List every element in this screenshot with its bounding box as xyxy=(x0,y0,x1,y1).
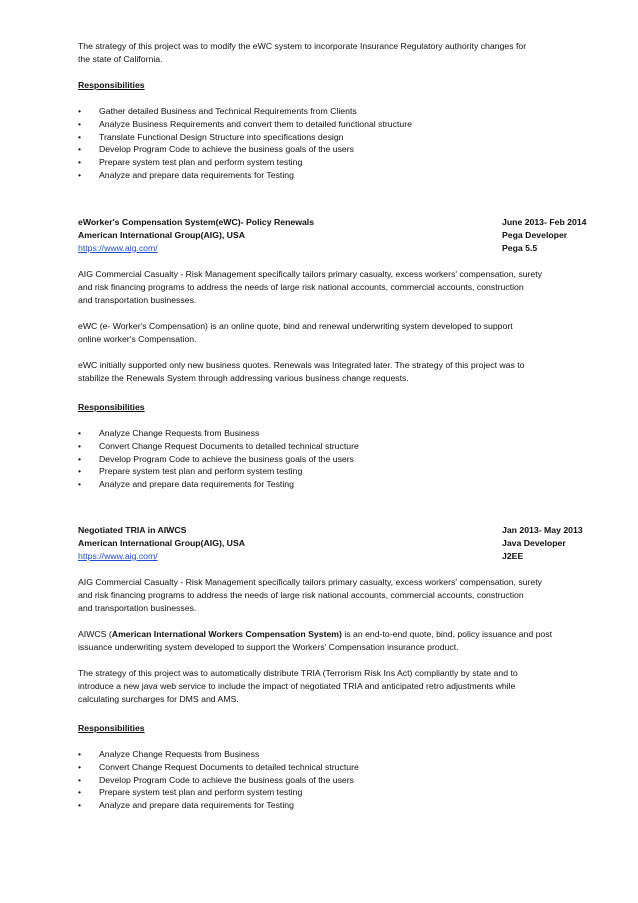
list-item xyxy=(78,761,598,774)
description-line: stabilize the Renewals System through addressing various business change requests. xyxy=(78,372,409,383)
bullet-icon: • xyxy=(78,144,82,155)
description-line: eWC initially supported only new business quotes. Renewals was Integrated later. The strategy of this project was to xyxy=(78,360,525,370)
list-item xyxy=(78,131,598,144)
project-tria-description-3 xyxy=(78,667,598,705)
list-item-text: Convert Change Request Documents to detailed technical structure xyxy=(99,440,359,451)
intro-paragraph xyxy=(78,40,598,66)
project-title: Negotiated TRIA in AIWCS xyxy=(78,525,187,535)
bullet-icon: • xyxy=(78,787,82,798)
description-line: calculating surcharges for DMS and AMS. xyxy=(78,693,239,704)
bullet-icon: • xyxy=(78,440,82,451)
description-line: and transportation businesses. xyxy=(78,294,197,305)
list-item-text: Analyze and prepare data requirements for Testing xyxy=(99,479,294,490)
list-item-text: Develop Program Code to achieve the business goals of the users xyxy=(99,453,354,464)
list-item-text: Prepare system test plan and perform system testing xyxy=(99,157,303,168)
list-item xyxy=(78,156,598,169)
list-item-text: Analyze Change Requests from Business xyxy=(99,749,260,759)
responsibilities-section-1 xyxy=(78,79,598,92)
responsibilities-section-2 xyxy=(78,401,598,414)
list-item xyxy=(78,478,598,491)
project-tech: Pega 5.5 xyxy=(502,242,538,253)
bullet-icon: • xyxy=(78,131,82,142)
project-tria-description-1 xyxy=(78,576,598,614)
project-role: Java Developer xyxy=(502,537,566,548)
intro-line-1: The strategy of this project was to modify the eWC system to incorporate Insurance Regulatory authority changes for xyxy=(78,41,527,51)
project-eworkers-description-3 xyxy=(78,359,598,385)
list-item xyxy=(78,440,598,453)
description-line: issuance underwriting system developed to support the Workers' Compensation insurance product. xyxy=(78,641,459,652)
list-item xyxy=(78,799,598,812)
list-item xyxy=(78,774,598,787)
description-line: and risk financing programs to address the needs of large risk national accounts, commercial accounts, construction xyxy=(78,589,524,600)
company-name: American International Group(AIG), USA xyxy=(78,537,246,548)
description-line: online worker's Compensation. xyxy=(78,333,197,344)
list-item xyxy=(78,118,598,131)
bullet-icon: • xyxy=(78,106,82,116)
list-item-text: Translate Functional Design Structure into specifications design xyxy=(99,131,344,142)
project-dates: June 2013- Feb 2014 xyxy=(502,217,587,227)
responsibilities-list-3 xyxy=(78,748,598,812)
list-item xyxy=(78,786,598,799)
bullet-icon: • xyxy=(78,749,82,759)
aiwcs-prefix: AIWCS ( xyxy=(78,629,112,639)
project-tech: J2EE xyxy=(502,550,524,561)
description-line xyxy=(78,628,598,641)
list-item-text: Analyze Business Requirements and convert them to detailed functional structure xyxy=(99,118,412,129)
list-item-text: Gather detailed Business and Technical Requirements from Clients xyxy=(99,106,357,116)
responsibilities-heading: Responsibilities xyxy=(78,80,145,90)
description-line: The strategy of this project was to automatically distribute TRIA (Terrorism Risk Ins Act) compliantly by state and to xyxy=(78,668,518,678)
list-item xyxy=(78,465,598,478)
list-item-text: Analyze and prepare data requirements for Testing xyxy=(99,169,294,180)
list-item xyxy=(78,143,598,156)
bullet-icon: • xyxy=(78,157,82,168)
responsibilities-list-2 xyxy=(78,427,598,491)
project-dates: Jan 2013- May 2013 xyxy=(502,525,583,535)
description-line: eWC (e- Worker's Compensation) is an online quote, bind and renewal underwriting system developed to support xyxy=(78,321,513,331)
list-item xyxy=(78,748,598,761)
bullet-icon: • xyxy=(78,169,82,180)
list-item-text: Prepare system test plan and perform system testing xyxy=(99,787,303,798)
list-item xyxy=(78,453,598,466)
project-eworkers-description-1 xyxy=(78,268,598,306)
bullet-icon: • xyxy=(78,453,82,464)
aiwcs-suffix: is an end-to-end quote, bind, policy issuance and post xyxy=(341,629,553,639)
list-item-text: Convert Change Request Documents to detailed technical structure xyxy=(99,761,359,772)
description-line: AIG Commercial Casualty - Risk Management specifically tailors primary casualty, excess workers' compensation, surety xyxy=(78,577,543,587)
project-tria-description-2 xyxy=(78,628,598,654)
project-eworkers-description-2 xyxy=(78,320,598,346)
company-link[interactable]: https://www.aig.com/ xyxy=(78,242,158,253)
description-line: AIG Commercial Casualty - Risk Management specifically tailors primary casualty, excess workers' compensation, surety xyxy=(78,269,543,279)
bullet-icon: • xyxy=(78,466,82,477)
list-item-text: Prepare system test plan and perform system testing xyxy=(99,466,303,477)
company-name: American International Group(AIG), USA xyxy=(78,229,246,240)
list-item xyxy=(78,427,598,440)
responsibilities-heading: Responsibilities xyxy=(78,402,145,412)
responsibilities-section-3 xyxy=(78,722,598,735)
list-item xyxy=(78,105,598,118)
responsibilities-list-1 xyxy=(78,105,598,182)
description-line: and risk financing programs to address the needs of large risk national accounts, commercial accounts, construction xyxy=(78,281,524,292)
list-item-text: Analyze Change Requests from Business xyxy=(99,428,260,438)
responsibilities-heading: Responsibilities xyxy=(78,723,145,733)
list-item-text: Develop Program Code to achieve the business goals of the users xyxy=(99,774,354,785)
list-item-text: Analyze and prepare data requirements for Testing xyxy=(99,800,294,811)
project-eworkers-header xyxy=(78,216,598,254)
description-line: introduce a new java web service to include the impact of negotiated TRIA and anticipated retro adjustments while xyxy=(78,680,516,691)
intro-line-2: the state of California. xyxy=(78,53,163,64)
bullet-icon: • xyxy=(78,428,82,438)
project-role: Pega Developer xyxy=(502,229,568,240)
aiwcs-full-name: American International Workers Compensation System) xyxy=(111,629,342,639)
company-link[interactable]: https://www.aig.com/ xyxy=(78,550,158,561)
list-item-text: Develop Program Code to achieve the business goals of the users xyxy=(99,144,354,155)
bullet-icon: • xyxy=(78,118,82,129)
project-title: eWorker's Compensation System(eWC)- Policy Renewals xyxy=(78,217,315,227)
description-line: and transportation businesses. xyxy=(78,602,197,613)
project-tria-header xyxy=(78,524,598,562)
bullet-icon: • xyxy=(78,761,82,772)
bullet-icon: • xyxy=(78,774,82,785)
list-item xyxy=(78,169,598,182)
bullet-icon: • xyxy=(78,800,82,811)
bullet-icon: • xyxy=(78,479,82,490)
